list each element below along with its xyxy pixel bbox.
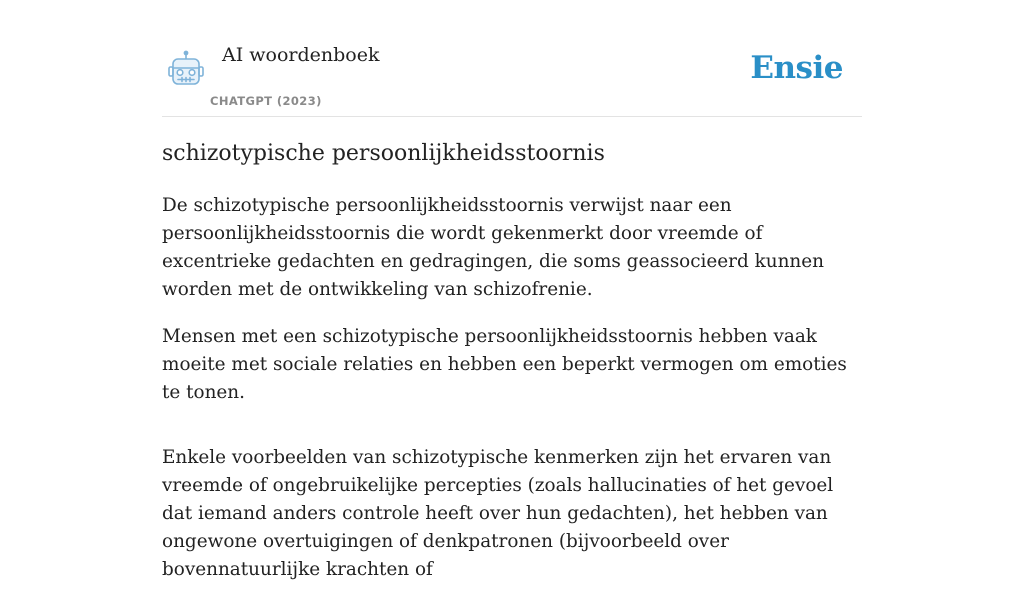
source-header <box>162 0 862 117</box>
entry-paragraph: De schizotypische persoonlijkheidsstoornis verwijst naar een persoonlijkheidsstoornis die wordt gekenmerkt door vreemde of excentrieke gedachten en gedragingen, die soms geassocieerd kunnen worden met de ontwikkeling van schizofrenie. <box>162 195 824 300</box>
robot-icon <box>166 50 206 90</box>
source-title[interactable]: AI woordenboek <box>222 44 380 66</box>
brand-logo[interactable]: Ensie <box>750 50 843 86</box>
entry-paragraph: Enkele voorbeelden van schizotypische kenmerken zijn het ervaren van vreemde of ongebruikelijke percepties (zoals hallucinaties of het gevoel dat iemand anders controle heeft over hun gedachten), het hebben van ongewone overtuigingen of denkpatronen (bijvoorbeeld over bovennatuurlijke krachten of <box>162 447 834 580</box>
entry-paragraph: Mensen met een schizotypische persoonlijkheidsstoornis hebben vaak moeite met sociale relaties en hebben een beperkt vermogen om emoties te tonen. <box>162 326 847 403</box>
source-meta: CHATGPT (2023) <box>210 94 322 108</box>
entry-term: schizotypische persoonlijkheidsstoornis <box>162 141 605 166</box>
entry-content <box>162 138 862 603</box>
